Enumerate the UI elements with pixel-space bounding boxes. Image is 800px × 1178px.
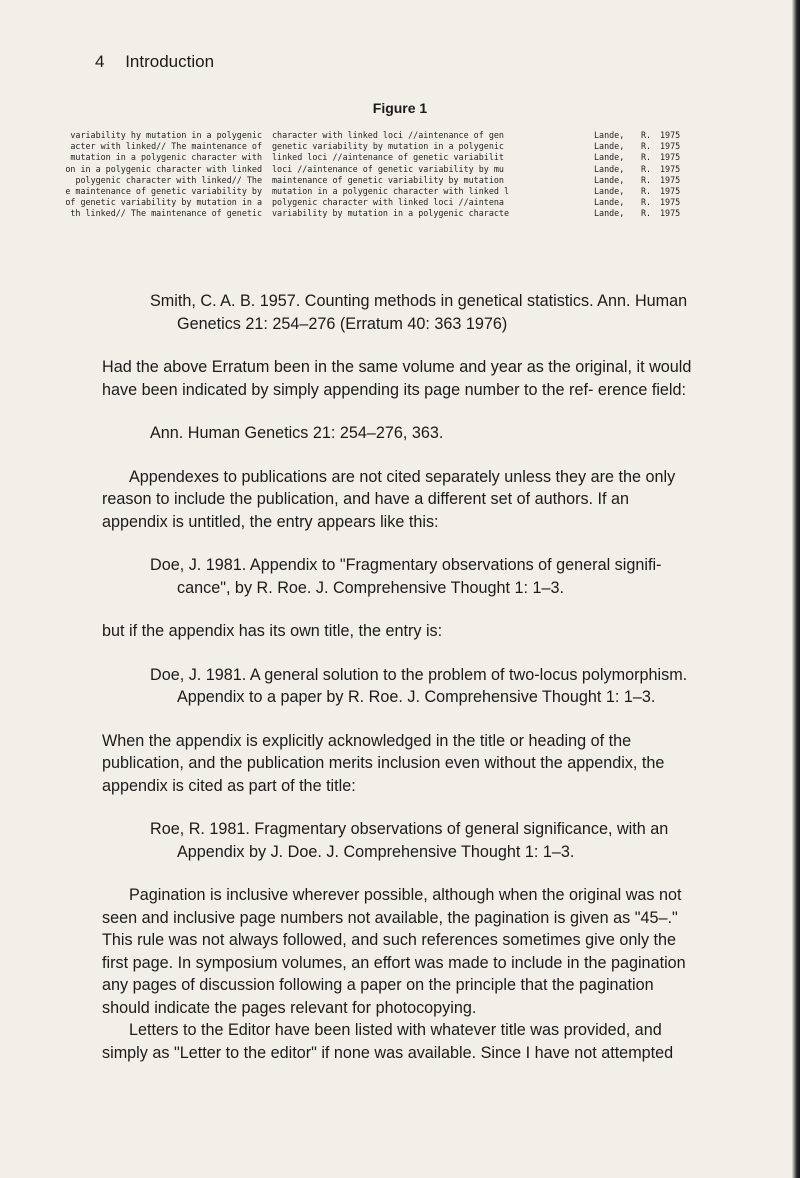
body-text <box>102 290 696 1064</box>
paragraph: Pagination is inclusive wherever possible, although when the original was not seen and inclusive page numbers not available, the pagination is given as "45–." This rule was not always followed, and such references sometimes give only the first page. In symposium volumes, an effort was made to include in the pagination any pages of discussion following a paper on the principle that the pagination should indicate the pages relevant for photocopying. <box>102 886 686 1017</box>
figure-row-year: 1975 <box>660 152 681 163</box>
figure-row-year: 1975 <box>660 197 681 208</box>
paragraph: Appendexes to publications are not cited separately unless they are the only reason to include the publication, and have a different set of authors. If an appendix is untitled, the entry appears like this: <box>102 467 676 531</box>
reference-line: Doe, J. 1981. Appendix to "Fragmentary observations of general signifi- <box>150 556 662 574</box>
section-title: Introduction <box>125 52 215 71</box>
figure-row-left: variability hy mutation in a polygenic <box>70 130 262 140</box>
figure-row-initial: R. <box>641 186 652 196</box>
figure-row-mid: polygenic character with linked loci //aintena <box>272 197 504 208</box>
figure-row-year: 1975 <box>660 141 681 152</box>
figure-row-initial: R. <box>641 208 652 219</box>
reference-doe-titled <box>102 664 696 709</box>
figure-row-initial: R. <box>641 197 652 208</box>
figure-row-left: mutation in a polygenic character with <box>70 152 262 163</box>
figure-printout <box>0 130 800 230</box>
paragraph: Letters to the Editor have been listed with whatever title was provided, and simply as "Letter to the editor" if none was available. Since I have not attempted <box>102 1021 674 1062</box>
running-header <box>95 52 214 72</box>
figure-row <box>0 175 800 185</box>
figure-row-mid: loci //aintenance of genetic variability by mu <box>272 163 504 174</box>
figure-row-year: 1975 <box>660 186 681 196</box>
figure-row-author: Lande, <box>594 174 625 185</box>
figure-row-left: acter with linked// The maintenance of <box>70 141 262 152</box>
figure-row <box>0 186 800 196</box>
reference-line: Appendix to a paper by R. Roe. J. Comprehensive Thought 1: 1–3. <box>177 688 656 706</box>
figure-row-author: Lande, <box>594 208 625 219</box>
figure-row-left: of genetic variability by mutation in a <box>65 197 262 208</box>
figure-title: Figure 1 <box>372 100 428 116</box>
paragraph: Had the above Erratum been in the same volume and year as the original, it would have been indicated by simply appending its page number to the ref- erence field: <box>102 358 692 399</box>
figure-row-author: Lande, <box>594 152 625 163</box>
reference-line: Genetics 21: 254–276 (Erratum 40: 363 1976) <box>177 314 508 333</box>
page-number: 4 <box>95 52 105 71</box>
figure-row-left: polygenic character with linked// The <box>75 174 262 185</box>
figure-row <box>0 152 800 162</box>
reference-line: Doe, J. 1981. A general solution to the problem of two-locus polymorphism. <box>150 665 688 684</box>
figure-row-year: 1975 <box>660 163 681 174</box>
paragraph: but if the appendix has its own title, the entry is: <box>102 622 443 640</box>
figure-row-initial: R. <box>641 130 652 140</box>
reference-line: Ann. Human Genetics 21: 254–276, 363. <box>150 424 444 442</box>
reference-doe-untitled <box>102 554 696 599</box>
reference-roe <box>102 818 696 863</box>
figure-row <box>0 197 800 207</box>
figure-row-mid: genetic variability by mutation in a polygenic <box>272 141 504 152</box>
figure-row-left: th linked// The maintenance of genetic <box>70 208 262 219</box>
figure-row-initial: R. <box>641 174 652 185</box>
reference-ann <box>102 422 696 445</box>
figure-row-year: 1975 <box>660 208 681 219</box>
figure-row-author: Lande, <box>594 163 625 174</box>
figure-row-mid: maintenance of genetic variability by mutation <box>272 174 504 185</box>
figure-row <box>0 164 800 174</box>
figure-row-year: 1975 <box>660 174 681 185</box>
figure-row-author: Lande, <box>594 186 625 196</box>
reference-smith <box>102 290 696 335</box>
figure-row-author: Lande, <box>594 130 625 140</box>
figure-row-mid: character with linked loci //aintenance of gen <box>272 130 504 140</box>
paragraph: When the appendix is explicitly acknowledged in the title or heading of the publication, and the publication merits inclusion even without the appendix, the appendix is cited as part of the title: <box>102 731 665 795</box>
figure-row-year: 1975 <box>660 130 681 140</box>
figure-row-initial: R. <box>641 152 652 163</box>
reference-line: Smith, C. A. B. 1957. Counting methods in genetical statistics. Ann. Human <box>150 292 688 310</box>
reference-line: Appendix by J. Doe. J. Comprehensive Thought 1: 1–3. <box>177 842 575 861</box>
figure-row <box>0 130 800 140</box>
figure-row-left: e maintenance of genetic variability by <box>65 186 262 196</box>
figure-row-left: on in a polygenic character with linked <box>65 163 262 174</box>
reference-line: Roe, R. 1981. Fragmentary observations of general significance, with an <box>150 820 669 838</box>
reference-line: cance", by R. Roe. J. Comprehensive Thought 1: 1–3. <box>177 578 564 597</box>
figure-row-author: Lande, <box>594 197 625 208</box>
figure-row <box>0 141 800 151</box>
figure-row <box>0 208 800 218</box>
figure-row-mid: variability by mutation in a polygenic characte <box>272 208 509 219</box>
figure-row-initial: R. <box>641 141 652 152</box>
figure-row-mid: mutation in a polygenic character with linked l <box>272 186 509 196</box>
figure-row-author: Lande, <box>594 141 625 152</box>
figure-row-initial: R. <box>641 163 652 174</box>
figure-row-mid: linked loci //aintenance of genetic variabilit <box>272 152 504 163</box>
